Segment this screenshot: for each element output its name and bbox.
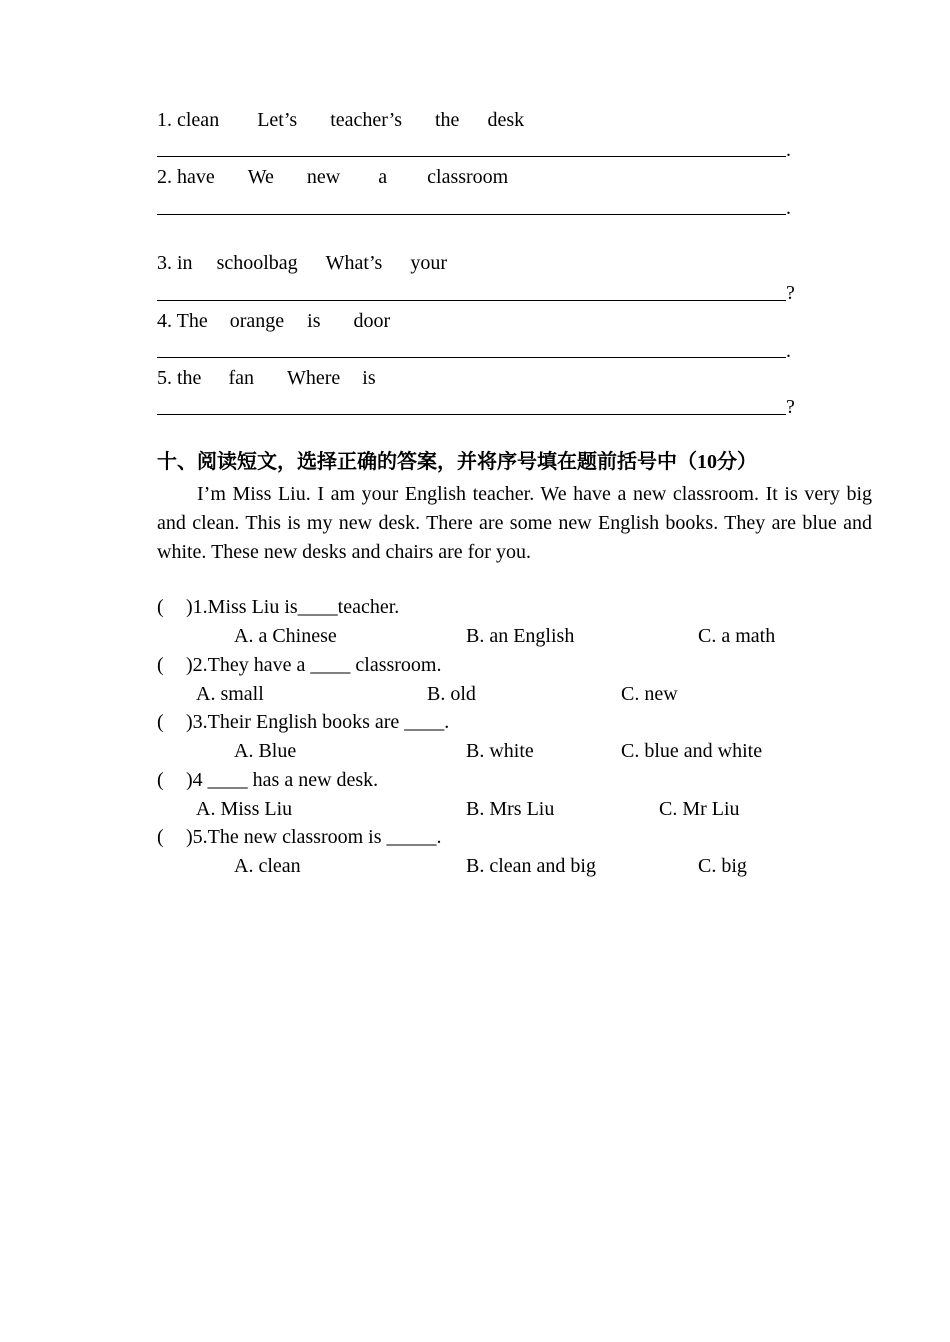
option-c: C. blue and white: [621, 740, 763, 762]
word: orange: [229, 310, 285, 332]
answer-bracket-3[interactable]: (: [157, 711, 164, 733]
word: classroom: [427, 166, 509, 188]
question-stem-4: )4 ____ has a new desk.: [186, 769, 379, 791]
word: 3. in: [157, 252, 193, 274]
option-b: B. white: [466, 740, 534, 762]
reorder-item-1-words: [157, 110, 524, 130]
word: new: [306, 166, 341, 188]
option-c: C. big: [698, 855, 747, 877]
option-b: B. clean and big: [466, 855, 596, 877]
answer-line-3[interactable]: [157, 300, 786, 301]
end-punct-2: .: [786, 197, 791, 219]
answer-bracket-4[interactable]: (: [157, 769, 164, 791]
answer-line-4[interactable]: [157, 357, 786, 358]
answer-bracket-5[interactable]: (: [157, 826, 164, 848]
word: desk: [487, 109, 525, 131]
option-b: B. Mrs Liu: [466, 798, 555, 820]
end-punct-4: .: [786, 340, 791, 362]
section-heading: 十、阅读短文，选择正确的答案，并将序号填在题前括号中（10分）: [157, 451, 757, 473]
answer-line-5[interactable]: [157, 414, 786, 415]
word: a: [378, 166, 388, 188]
option-c: C. new: [621, 683, 678, 705]
option-b: B. old: [427, 683, 476, 705]
answer-line-2[interactable]: [157, 214, 786, 215]
word: 5. the: [157, 367, 202, 389]
word: your: [410, 252, 447, 274]
option-a: A. Blue: [234, 740, 297, 762]
option-b: B. an English: [466, 625, 575, 647]
answer-bracket-2[interactable]: (: [157, 654, 164, 676]
word: What’s: [325, 252, 383, 274]
option-a: A. a Chinese: [234, 625, 337, 647]
word: is: [307, 310, 321, 332]
reading-passage: I’m Miss Liu. I am your English teacher. We have a new classroom. It is very big and clean. This is my new desk. There are some new English books. They are blue and white. These new desks and chairs are for you.: [157, 483, 872, 563]
question-stem-3: )3.Their English books are ____.: [186, 711, 450, 733]
answer-bracket-1[interactable]: (: [157, 596, 164, 618]
question-stem-5: )5.The new classroom is _____.: [186, 826, 442, 848]
reorder-item-3-words: [157, 253, 447, 273]
word: fan: [228, 367, 254, 389]
question-stem-1: )1.Miss Liu is____teacher.: [186, 596, 400, 618]
word: teacher’s: [330, 109, 402, 131]
word: is: [362, 367, 376, 389]
word: 1. clean: [157, 109, 220, 131]
question-stem-2: )2.They have a ____ classroom.: [186, 654, 442, 676]
option-a: A. clean: [234, 855, 301, 877]
reorder-item-4-words: [157, 311, 390, 331]
end-punct-1: .: [786, 139, 791, 161]
word: the: [435, 109, 460, 131]
word: schoolbag: [216, 252, 298, 274]
word: 2. have: [157, 166, 215, 188]
answer-line-1[interactable]: [157, 156, 786, 157]
word: door: [353, 310, 391, 332]
reorder-item-5-words: [157, 368, 376, 388]
option-a: A. Miss Liu: [196, 798, 293, 820]
option-c: C. Mr Liu: [659, 798, 740, 820]
word: Let’s: [257, 109, 298, 131]
word: 4. The: [157, 310, 208, 332]
word: We: [247, 166, 274, 188]
word: Where: [286, 367, 341, 389]
end-punct-5: ?: [786, 396, 795, 418]
option-c: C. a math: [698, 625, 776, 647]
reorder-item-2-words: [157, 167, 508, 187]
option-a: A. small: [196, 683, 264, 705]
end-punct-3: ?: [786, 282, 795, 304]
